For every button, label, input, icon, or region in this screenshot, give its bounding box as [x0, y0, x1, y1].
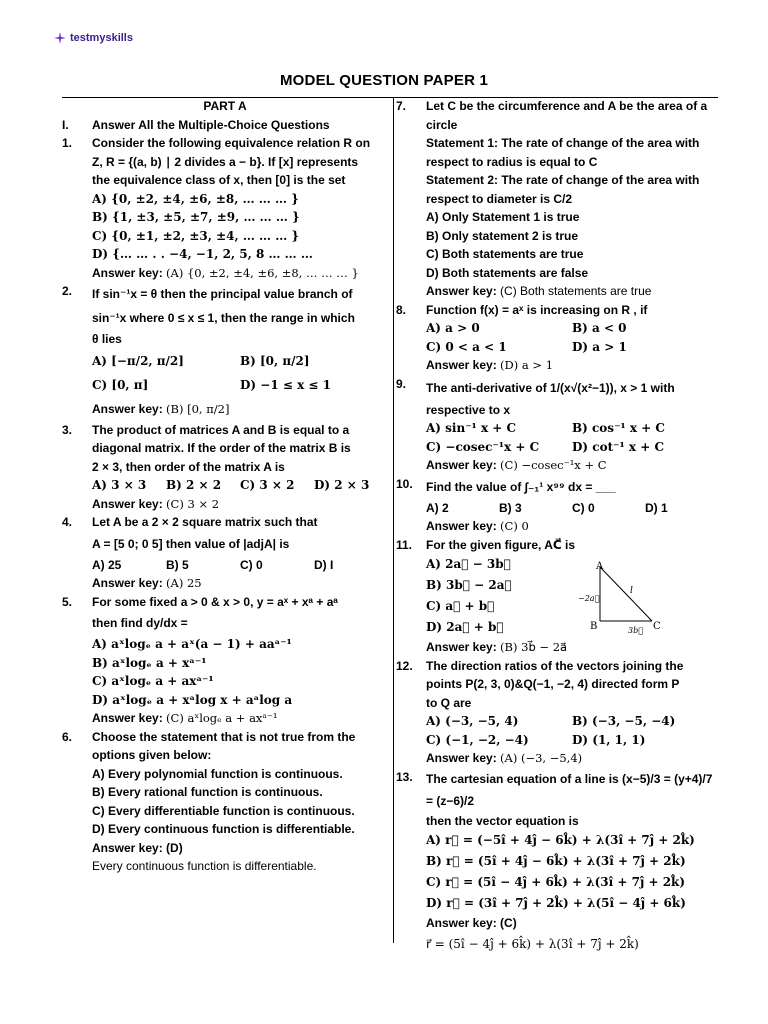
option-b: B) 3b⃗ − 2a⃗ [426, 578, 512, 592]
question-text: Choose the statement that is not true from the [92, 729, 356, 744]
option-a: A) r⃗ = (−5î + 4ĵ − 6k̂) + λ(3î + 7ĵ + 2k̂) [426, 833, 695, 847]
question-text: Consider the following equivalence relation R on [92, 136, 371, 150]
options-row [92, 476, 388, 495]
part-heading: PART A [203, 99, 247, 113]
option-d: D) Both statements are false [426, 265, 589, 280]
option-a: A) 2a⃗ − 3b⃗ [426, 557, 511, 571]
option-b: B) r⃗ = (5î + 4ĵ − 6k̂) + λ(3î + 7ĵ + 2k̂) [426, 854, 686, 868]
question-text: For some fixed a > 0 & x > 0, y = aˣ + xᵃ + aᵃ [92, 594, 338, 609]
question-9: 9. The anti-derivative of 1/(x√(x²−1)), x > 1 with respective to x A) sin⁻¹ x + C B) cos⁻¹ x + C C) −cosec⁻¹x + C D) cot⁻¹ x + C Answer key: (C) −cosec⁻¹x + C [396, 375, 718, 475]
question-text: Let A be a 2 × 2 square matrix such that [92, 515, 318, 529]
options-row [92, 349, 388, 373]
question-text: Statement 1: The rate of change of the area with [426, 136, 700, 150]
option-d: D) (1, 1, 1) [572, 732, 646, 747]
answer-key: Answer key: (C) −cosec⁻¹x + C [426, 458, 607, 472]
answer-key: Answer key: (C) [426, 916, 517, 930]
question-8: 8. Function f(x) = aˣ is increasing on R , if A) a > 0 B) a < 0 C) 0 < a < 1 D) a > 1 Answer key: (D) a > 1 [396, 301, 718, 375]
side-ac-label: l [630, 586, 633, 596]
option-b: B) 5 [166, 557, 189, 572]
triangle-figure [560, 561, 670, 641]
sparkle-logo-icon [54, 32, 66, 44]
option-d: D) a > 1 [572, 339, 627, 354]
option-d: D) 1 [645, 500, 668, 515]
question-text: respect to diameter is C/2 [426, 191, 573, 206]
question-11: 11. For the given figure, AC⃗ is A) 2a⃗ − 3b⃗ B) 3b⃗ − 2a⃗ C) a⃗ + b⃗ D) 2a⃗ + b⃗ Answer key: (B) 3b⃗ − 2a⃗ [396, 536, 718, 657]
question-6: 6. Choose the statement that is not true from the options given below: A) Every polynomial function is continuous. B) Every rational function is continuous. C) Every differentiable function is continuous. D) Every continuous function is differentiable. Answer key: (D) Every continuous function is differentiable. [62, 728, 388, 876]
options-row [426, 419, 718, 438]
answer-key: Answer key: (C) 3 × 2 [92, 496, 220, 511]
option-b: B) 2 × 2 [166, 478, 222, 492]
question-text: respective to x [426, 402, 511, 417]
question-3: 3. The product of matrices A and B is equal to a diagonal matrix. If the order of the matrix B is 2 × 3, then order of the matrix A is A) 3 × 3 B) 2 × 2 C) 3 × 2 D) 2 × 3 Answer key: (C) 3 × 2 [62, 421, 388, 514]
answer-key: Answer key: (A) (−3, −5,4) [426, 751, 583, 765]
question-text: points P(2, 3, 0)&Q(−1, −2, 4) directed form P [426, 677, 680, 691]
option-b: B) Every rational function is continuous. [92, 785, 323, 799]
option-a: A) aˣlogₑ a + aˣ(a − 1) + aaᵃ⁻¹ [92, 637, 292, 651]
answer-key: Answer key: (D) a > 1 [426, 358, 554, 372]
answer-key: Answer key: (C) Both statements are true [426, 284, 652, 298]
page-title: MODEL QUESTION PAPER 1 [279, 72, 489, 89]
option-a: A) {0, ±2, ±4, ±6, ±8, … … … } [92, 191, 299, 206]
question-text: θ lies [92, 332, 122, 346]
option-d: D) r⃗ = (3î + 7ĵ + 2k̂) + λ(5î − 4ĵ + 6k̂) [426, 896, 686, 910]
question-text: to Q are [426, 695, 472, 710]
question-text: respect to radius is equal to C [426, 154, 598, 169]
question-text: Let C be the circumference and A be the area of a [426, 99, 708, 113]
answer-key: Answer key: (B) [0, π/2] [92, 401, 230, 416]
question-text: Function f(x) = aˣ is increasing on R , if [426, 302, 648, 317]
option-a: A) 25 [92, 557, 122, 572]
answer-key: Answer key: (C) 0 [426, 519, 529, 533]
vertex-a-label: A [596, 561, 604, 572]
options-row [426, 319, 718, 338]
vertex-c-label: C [653, 621, 661, 632]
options-row [426, 438, 718, 457]
answer-key: Answer key: (D) [92, 840, 183, 855]
question-text: For the given figure, AC⃗ is [426, 537, 576, 552]
answer-note: r⃗ = (5î − 4ĵ + 6k̂) + λ(3î + 7ĵ + 2k̂) [426, 936, 639, 951]
question-text: 2 × 3, then order of the matrix A is [92, 459, 285, 474]
question-text: The direction ratios of the vectors joining the [426, 658, 684, 673]
option-a: A) (−3, −5, 4) [426, 714, 519, 728]
question-12: 12. The direction ratios of the vectors joining the points P(2, 3, 0)&Q(−1, −2, 4) directed form P to Q are A) (−3, −5, 4) B) (−3, −5, −4) C) (−1, −2, −4) D) (1, 1, 1) Answer key: (A) (−3, −5,4) [396, 657, 718, 768]
options-row [426, 712, 718, 731]
option-d: D) aˣlogₑ a + xᵃlog x + aᵃlog a [92, 692, 293, 707]
option-c: C) (−1, −2, −4) [426, 732, 529, 747]
vertex-b-label: B [590, 621, 598, 632]
option-d: D) cot⁻¹ x + C [572, 439, 664, 454]
option-b: B) Only statement 2 is true [426, 228, 579, 243]
question-text: sin⁻¹x where 0 ≤ x ≤ 1, then the range in which [92, 311, 355, 325]
answer-key: Answer key: (C) aˣlogₑ a + axᵃ⁻¹ [92, 711, 278, 725]
option-a: A) [−π/2, π/2] [92, 353, 184, 368]
options-row [426, 338, 718, 357]
question-2: 2. If sin⁻¹x = θ then the principal value branch of sin⁻¹x where 0 ≤ x ≤ 1, then the range in which θ lies A) [−π/2, π/2] B) [0, π/2] C) [0, π] D) −1 ≤ x ≤ 1 Answer key: (B) [0, π/2] [62, 282, 388, 421]
question-text: Statement 2: The rate of change of the area with [426, 173, 700, 187]
instruction: I. Answer All the Multiple-Choice Questions [62, 117, 330, 132]
option-b: B) (−3, −5, −4) [572, 714, 676, 728]
options-row [92, 373, 388, 397]
option-a: A) 3 × 3 [92, 478, 147, 492]
option-c: C) aˣlogₑ a + axᵃ⁻¹ [92, 674, 214, 688]
option-c: C) 0 < a < 1 [426, 339, 507, 354]
option-b: B) {1, ±3, ±5, ±7, ±9, … … … } [92, 210, 300, 224]
option-d: D) −1 ≤ x ≤ 1 [240, 377, 331, 392]
option-c: C) Every differentiable function is continuous. [92, 803, 355, 818]
option-b: B) [0, π/2] [240, 353, 310, 368]
answer-note: Every continuous function is differentiable. [92, 859, 317, 873]
question-text: the equivalence class of x, then [0] is the set [92, 173, 346, 187]
option-d: D) {… … . . −4, −1, 2, 5, 8 … … … [92, 247, 313, 261]
question-text: The cartesian equation of a line is (x−5)/3 = (y+4)/7 = (z−6)/2 [426, 771, 713, 808]
question-text: then find dy/dx = [92, 616, 188, 630]
option-d: D) Every continuous function is differentiable. [92, 822, 355, 836]
column-divider [393, 97, 394, 943]
option-c: C) r⃗ = (5î − 4ĵ + 6k̂) + λ(3î + 7ĵ + 2k̂) [426, 875, 686, 889]
option-a: A) sin⁻¹ x + C [426, 421, 517, 435]
brand-name: testmyskills [70, 32, 133, 44]
question-text: options given below: [92, 748, 212, 762]
option-c: C) −cosec⁻¹x + C [426, 439, 540, 454]
side-bc-label: 3b⃗ [628, 626, 644, 635]
option-c: C) 3 × 2 [240, 478, 295, 492]
brand-logo [54, 32, 133, 44]
option-d: D) 2 × 3 [314, 478, 370, 492]
option-d: D) 2a⃗ + b⃗ [426, 620, 504, 634]
right-column [396, 97, 718, 955]
question-text: then the vector equation is [426, 813, 579, 828]
left-column [62, 97, 388, 876]
answer-key: Answer key: (A) {0, ±2, ±4, ±6, ±8, … … … } [92, 265, 359, 280]
option-b: B) cos⁻¹ x + C [572, 421, 665, 435]
question-text: Find the value of ∫₋₁¹ x⁹⁹ dx = ___ [426, 479, 616, 494]
question-13: 13. The cartesian equation of a line is (x−5)/3 = (y+4)/7 = (z−6)/2 then the vector equation is A) r⃗ = (−5î + 4ĵ − 6k̂) + λ(3î + 7ĵ + 2k̂) B) r⃗ = (5î + 4ĵ − 6k̂) + λ(3î + 7ĵ + 2k̂) C) r⃗ = (5î − 4ĵ + 6k̂) + λ(3î + 7ĵ + 2k̂) D) r⃗ = (3î + 7ĵ + 2k̂) + λ(5î − 4ĵ + 6k̂) Answer key: (C) r⃗ = (5î − 4ĵ + 6k̂) + λ(3î + 7ĵ + 2k̂) [396, 768, 718, 955]
option-c: C) a⃗ + b⃗ [426, 599, 495, 613]
question-5: 5. For some fixed a > 0 & x > 0, y = aˣ + xᵃ + aᵃ then find dy/dx = A) aˣlogₑ a + aˣ(a − 1) + aaᵃ⁻¹ B) aˣlogₑ a + xᵃ⁻¹ C) aˣlogₑ a + axᵃ⁻¹ D) aˣlogₑ a + xᵃlog x + aᵃlog a Answer key: (C) aˣlogₑ a + axᵃ⁻¹ [62, 593, 388, 728]
option-c: C) 0 [240, 557, 263, 572]
option-b: B) a < 0 [572, 321, 627, 335]
question-1: 1. Consider the following equivalence relation R on Z, R = {(a, b) ∣ 2 divides a − b}. If [x] represents the equivalence class of x, then [0] is the set A) {0, ±2, ±4, ±6, ±8, … … … } B) {1, ±3, ±5, ±7, ±9, … … … } C) {0, ±1, ±2, ±3, ±4, … … … } D) {… … . . −4, −1, 2, 5, 8 … … … Answer key: (A) {0, ±2, ±4, ±6, ±8, … … … } [62, 134, 388, 282]
answer-key: Answer key: (B) 3b⃗ − 2a⃗ [426, 640, 568, 654]
option-c: C) 0 [572, 500, 595, 515]
option-d: D) I [314, 557, 334, 572]
option-b: B) aˣlogₑ a + xᵃ⁻¹ [92, 655, 207, 670]
question-text: Z, R = {(a, b) ∣ 2 divides a − b}. If [x] represents [92, 154, 359, 169]
option-b: B) 3 [499, 500, 522, 515]
question-text: circle [426, 117, 458, 132]
question-text: diagonal matrix. If the order of the matrix B is [92, 441, 351, 455]
options-row [426, 499, 718, 518]
option-c: C) {0, ±1, ±2, ±3, ±4, … … … } [92, 228, 300, 243]
question-4: 4. Let A be a 2 × 2 square matrix such that A = [5 0; 0 5] then value of |adjA| is A) 25 B) 5 C) 0 D) I Answer key: (A) 25 [62, 513, 388, 593]
options-row [426, 731, 718, 750]
option-c: C) Both statements are true [426, 247, 584, 261]
option-a: A) 2 [426, 500, 449, 515]
question-text: A = [5 0; 0 5] then value of |adjA| is [92, 536, 290, 551]
question-7: 7. Let C be the circumference and A be the area of a circle Statement 1: The rate of change of the area with respect to radius is equal to C Statement 2: The rate of change of the area with respect to diameter is C/2 A) Only Statement 1 is true B) Only statement 2 is true C) Both statements are true D) Both statements are false Answer key: (C) Both statements are true [396, 97, 718, 301]
question-text: The anti-derivative of 1/(x√(x²−1)), x > 1 with [426, 380, 675, 395]
option-c: C) [0, π] [92, 377, 149, 392]
question-text: The product of matrices A and B is equal to a [92, 422, 350, 437]
question-text: If sin⁻¹x = θ then the principal value branch of [92, 287, 353, 301]
option-a: A) Every polynomial function is continuous. [92, 766, 343, 781]
question-10: 10. Find the value of ∫₋₁¹ x⁹⁹ dx = ___ A) 2 B) 3 C) 0 D) 1 Answer key: (C) 0 [396, 475, 718, 536]
option-a: A) a > 0 [426, 321, 480, 335]
answer-key: Answer key: (A) 25 [92, 576, 202, 590]
side-ab-label: −2a⃗ [578, 594, 600, 603]
option-a: A) Only Statement 1 is true [426, 210, 580, 224]
options-row [92, 556, 388, 575]
